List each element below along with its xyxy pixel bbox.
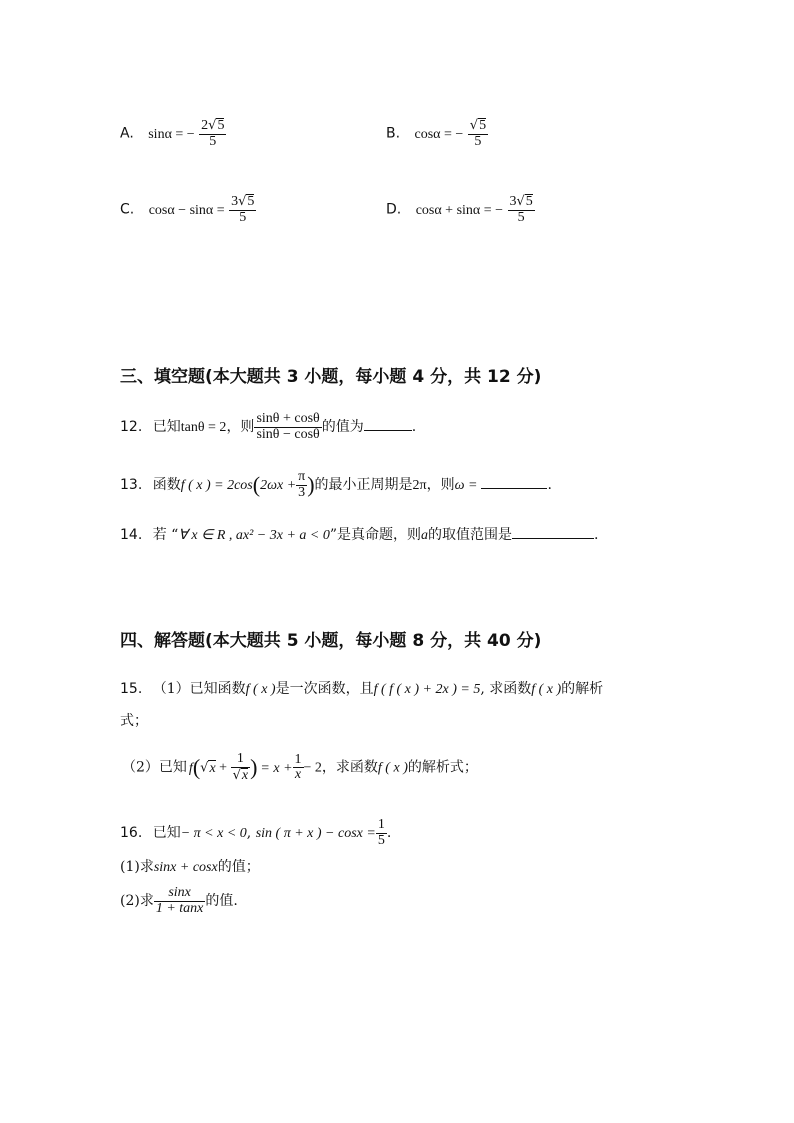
option-b-label: B.	[386, 125, 401, 142]
option-d-label: D.	[386, 201, 402, 218]
q16-one-fifth: $\frac{1}{5}$	[377, 817, 385, 848]
q15-condition: f ( f ( x ) + 2x ) = 5	[373, 682, 481, 697]
option-a-lhs: sinα = −	[148, 126, 195, 142]
question-16-part1: (1)求sinx + cosx的值；	[120, 859, 260, 875]
question-14: 14. 若 “∀ x ∈ R , ax² − 3x + a < 0”是真命题，则a的取值范围是 .	[120, 527, 599, 543]
question-12: 12. 已知tanθ = 2，则 $\frac{\sin\theta + \cos\theta}{\sin\theta - \cos\theta}$ 的值为 .	[120, 411, 417, 442]
option-d	[386, 194, 535, 225]
section4-heading: 四、解答题(本大题共 5 小题，每小题 8 分，共 40 分)	[120, 631, 542, 651]
q12-condition: tanθ = 2	[180, 420, 227, 436]
question-15-part2: （2）已知 f(√x + $\frac{1}{√x}$ ) = x + $\frac{1}{x}$ − 2，求函数f ( x )的解析式；	[122, 751, 478, 783]
option-a	[120, 118, 226, 149]
q13-answer-blank[interactable]	[481, 488, 547, 489]
q13-function: f ( x ) = 2cos	[180, 478, 253, 494]
question-15-part1: 15. （1）已知函数f ( x )是一次函数，且f ( f ( x ) + 2x ) = 5, 求函数f ( x )的解析	[120, 681, 604, 697]
q16-condition: − π < x < 0	[180, 826, 247, 842]
question-15-wrap: 式；	[120, 713, 148, 729]
q15-one-over-root-x: $\frac{1}{√x}$	[232, 751, 249, 783]
option-b-fraction: $\frac{√5}{5}$	[469, 118, 487, 149]
question-16-part2: (2)求 $\frac{\sin x}{1 + \tan x}$ 的值.	[120, 885, 238, 916]
option-a-label: A.	[120, 125, 134, 142]
q16-fraction: $\frac{\sin x}{1 + \tan x}$	[155, 885, 204, 916]
option-c-fraction: $\frac{3√5}{5}$	[231, 194, 255, 225]
q13-pi-over-3: $\frac{\pi}{3}$	[298, 469, 306, 500]
q16-equation: sin ( π + x ) − cosx =	[255, 826, 376, 842]
option-d-lhs: cosα + sinα = −	[415, 202, 504, 218]
option-c-label: C.	[120, 201, 135, 218]
q14-condition: ∀ x ∈ R , ax² − 3x + a < 0	[178, 528, 330, 543]
q12-fraction: $\frac{\sin\theta + \cos\theta}{\sin\theta - \cos\theta}$	[256, 411, 320, 442]
question-13: 13. 函数f ( x ) = 2cos(2ωx + $\frac{\pi}{3}$ )的最小正周期是2π，则ω = .	[120, 469, 552, 500]
option-c	[120, 194, 256, 225]
option-b	[386, 118, 488, 149]
option-a-fraction: $\frac{2√5}{5}$	[201, 118, 225, 149]
q15-one-over-x: $\frac{1}{x}$	[294, 751, 302, 783]
question-16: 16. 已知− π < x < 0, sin ( π + x ) − cosx = $\frac{1}{5}$ .	[120, 817, 392, 848]
option-d-fraction: $\frac{3√5}{5}$	[509, 194, 533, 225]
q14-answer-blank[interactable]	[512, 538, 594, 539]
section3-heading: 三、填空题(本大题共 3 小题，每小题 4 分，共 12 分)	[120, 367, 542, 387]
option-b-lhs: cosα = −	[414, 126, 464, 142]
q12-answer-blank[interactable]	[364, 430, 412, 431]
option-c-lhs: cosα − sinα =	[148, 202, 225, 218]
